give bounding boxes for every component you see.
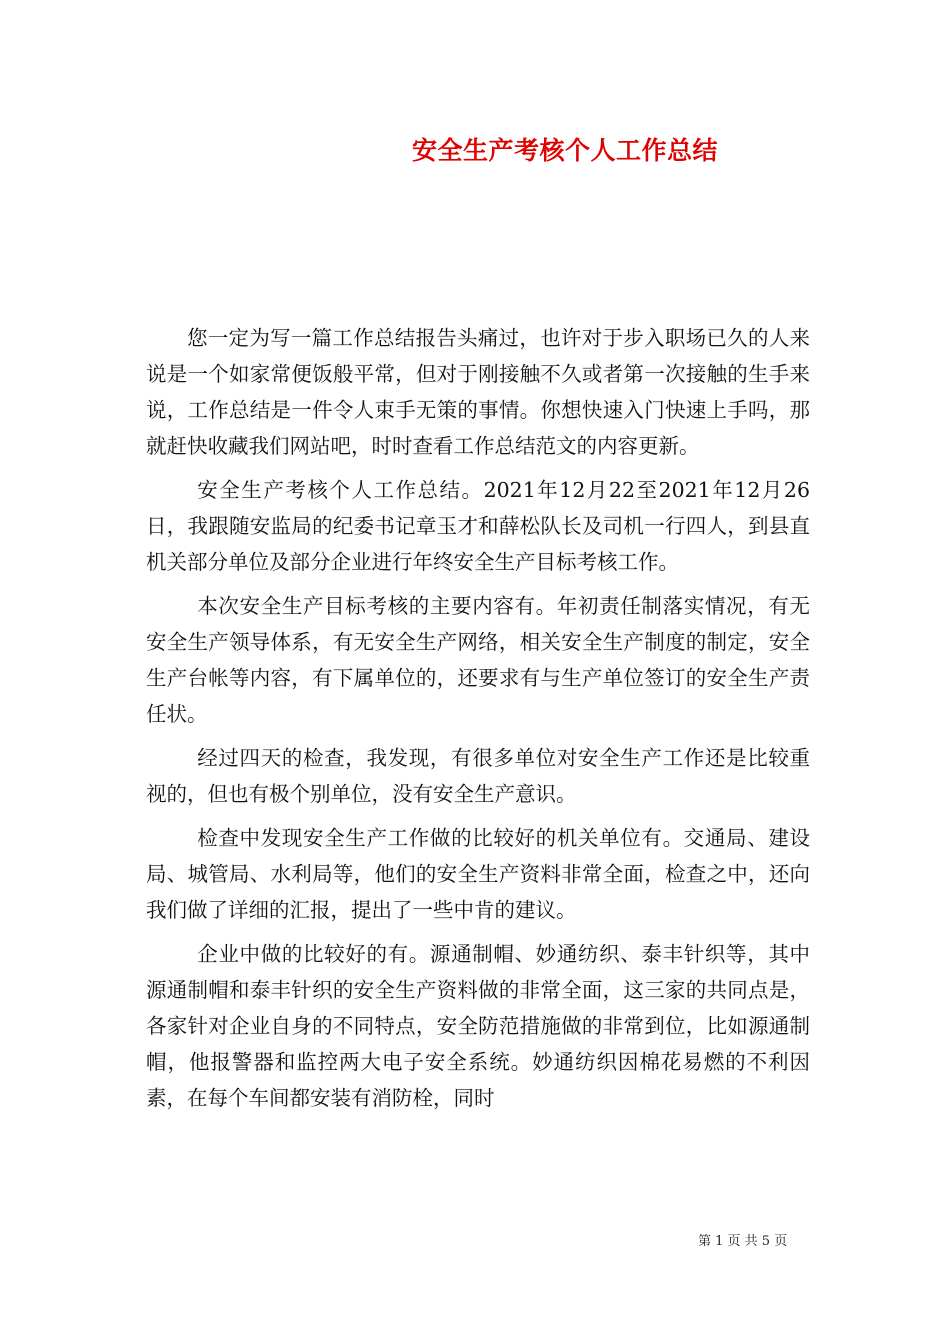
- page-number: 第 1 页 共 5 页: [698, 1234, 788, 1249]
- document-title: 安全生产考核个人工作总结: [412, 136, 719, 165]
- paragraph-assessment-content: 本次安全生产目标考核的主要内容有。年初责任制落实情况，有无安全生产领导体系，有无安全生产网络，相关安全生产制度的制定，安全生产台帐等内容，有下属单位的，还要求有与生产单位签订的安全生产责任状。: [146, 594, 810, 726]
- paragraph-summary: 安全生产考核个人工作总结。2021年12月22至2021年12月26日，我跟随安监局的纪委书记章玉才和薛松队长及司机一行四人，到县直机关部分单位及部分企业进行年终安全生产目标考核工作。: [146, 478, 810, 574]
- paragraph-intro: 您一定为写一篇工作总结报告头痛过，也许对于步入职场已久的人来说是一个如家常便饭般平常，但对于刚接触不久或者第一次接触的生手来说，工作总结是一件令人束手无策的事情。你想快速入门快速上手吗，那就赶快收藏我们网站吧，时时查看工作总结范文的内容更新。: [146, 326, 810, 458]
- document-body: [146, 320, 810, 1124]
- paragraph-good-agencies: 检查中发现安全生产工作做的比较好的机关单位有。交通局、建设局、城管局、水利局等，他们的安全生产资料非常全面，检查之中，还向我们做了详细的汇报，提出了一些中肯的建议。: [146, 826, 810, 922]
- paragraph-findings: 经过四天的检查，我发现，有很多单位对安全生产工作还是比较重视的，但也有极个别单位，没有安全生产意识。: [146, 746, 810, 806]
- paragraph-good-enterprises: 企业中做的比较好的有。源通制帽、妙通纺织、泰丰针织等，其中源通制帽和泰丰针织的安全生产资料做的非常全面，这三家的共同点是，各家针对企业自身的不同特点，安全防范措施做的非常到位，比如源通制帽，他报警器和监控两大电子安全系统。妙通纺织因棉花易燃的不利因素，在每个车间都安装有消防栓，同时: [146, 942, 810, 1110]
